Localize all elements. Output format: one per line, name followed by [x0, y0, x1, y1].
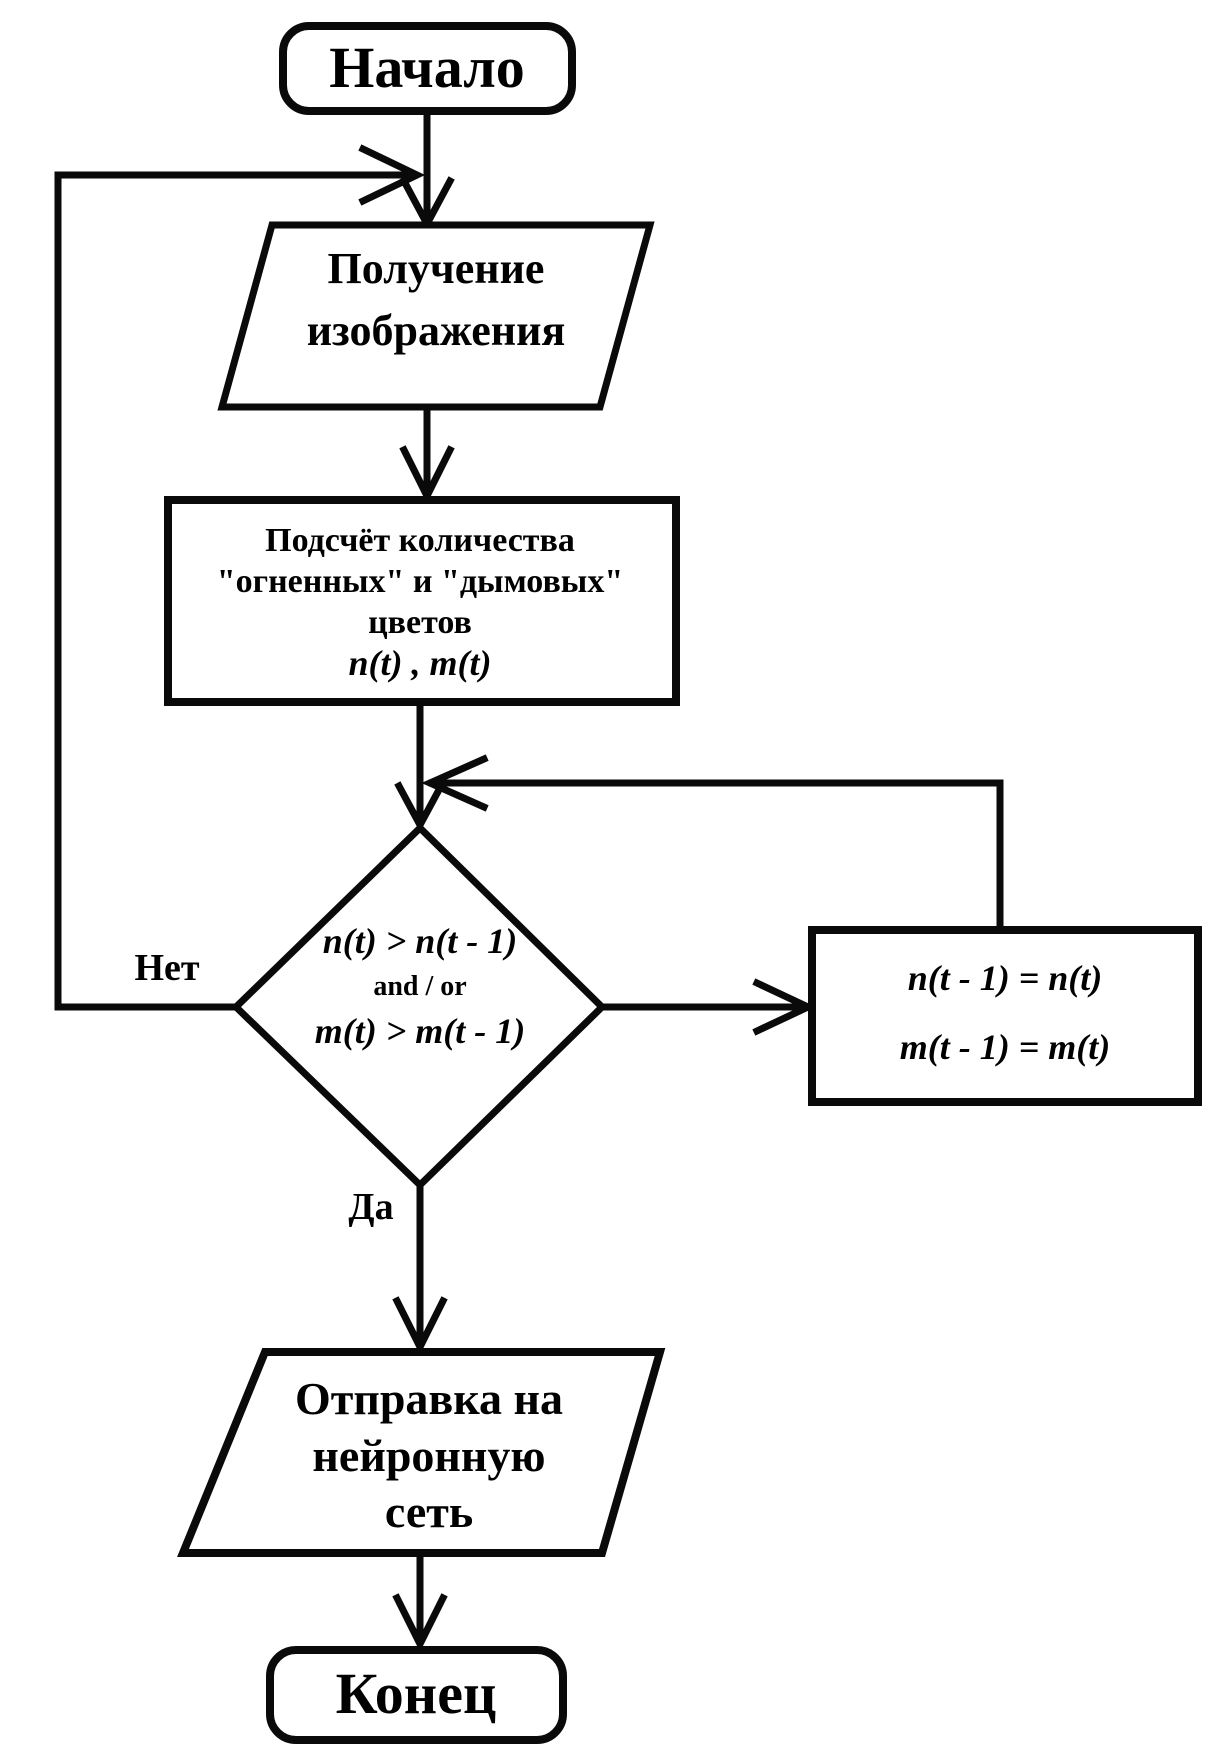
update-process-shape	[812, 930, 1198, 1102]
acquire-label-line1: Получение	[327, 244, 545, 293]
decision-condition-join: and / or	[373, 971, 467, 1002]
update-label-line2: m(t - 1) = m(t)	[899, 1027, 1111, 1067]
count-label-line2: "огненных" и "дымовых"	[216, 563, 624, 600]
count-label-line3: цветов	[368, 604, 472, 641]
send-label-line3: сеть	[384, 1486, 474, 1537]
edge-label-yes: Да	[348, 1186, 394, 1228]
send-label-line1: Отправка на	[294, 1373, 564, 1424]
count-formula: n(t) , m(t)	[348, 643, 492, 683]
decision-diamond-shape	[236, 828, 602, 1185]
update-label-line1: n(t - 1) = n(t)	[907, 958, 1103, 998]
decision-condition-top: n(t) > n(t - 1)	[322, 921, 518, 961]
end-label: Конец	[335, 1661, 497, 1726]
send-label-line2: нейронную	[312, 1430, 546, 1481]
acquire-label-line2: изображения	[306, 306, 566, 355]
start-label: Начало	[329, 35, 525, 100]
edge-label-no: Нет	[134, 947, 200, 989]
count-label-line1: Подсчёт количества	[265, 522, 575, 559]
edge-update-feedback-loop	[432, 783, 1000, 928]
decision-condition-bottom: m(t) > m(t - 1)	[314, 1011, 526, 1051]
